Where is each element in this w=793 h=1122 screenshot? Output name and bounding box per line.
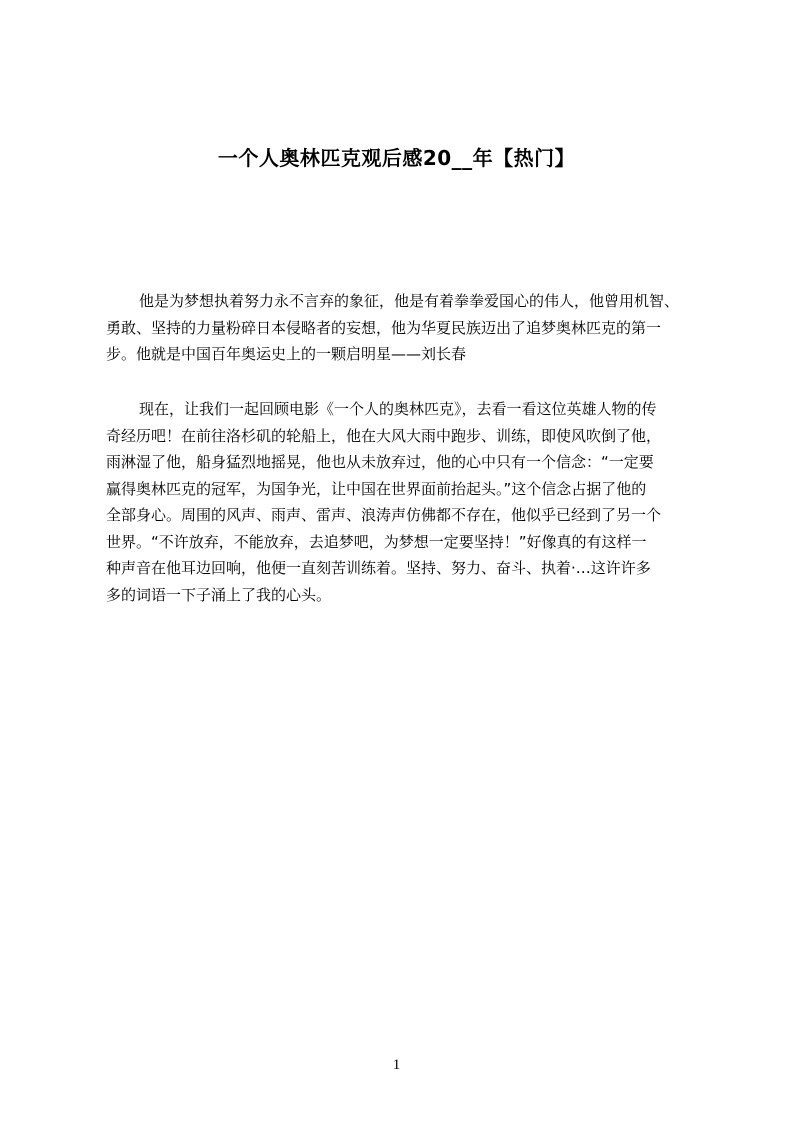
paragraph-2 [106, 396, 706, 608]
paragraph-1 [106, 288, 706, 368]
paragraph-line: 种声音在他耳边回响，他便一直刻苦训练着。坚持、努力、奋斗、执着·…这许许多 [106, 559, 651, 577]
paragraph-line: 赢得奥林匹克的冠军，为国争光，让中国在世界面前抬起头。”这个信念占据了他的 [106, 479, 647, 498]
paragraph-line: 步。他就是中国百年奥运史上的一颗启明星——刘长春 [106, 345, 467, 363]
paragraph-line: 他是为梦想执着努力永不言弃的象征，他是有着拳拳爱国心的伟人，他曾用机智、 [139, 292, 680, 310]
paragraph-line: 奇经历吧！在前往洛杉矶的轮船上，他在大风大雨中跑步、训练，即使风吹倒了他， [106, 426, 662, 445]
paragraph-line: 勇敢、坚持的力量粉碎日本侵略者的妄想，他为华夏民族迈出了追梦奥林匹克的第一 [106, 318, 662, 337]
paragraph-line: 全部身心。周围的风声、雨声、雷声、浪涛声仿佛都不存在，他似乎已经到了另一个 [106, 506, 662, 524]
document-title: 一个人奥林匹克观后感20__年【热门】 [217, 146, 576, 170]
paragraph-line: 多的词语一下子涌上了我的心头。 [106, 585, 332, 604]
page-number: 1 [392, 1057, 401, 1073]
paragraph-line: 雨淋湿了他，船身猛烈地摇晃，他也从未放弃过，他的心中只有一个信念：“一定要 [106, 453, 654, 471]
paragraph-line: 世界。“不许放弃，不能放弃，去追梦吧，为梦想一定要坚持！”好像真的有这样一 [106, 532, 647, 551]
paragraph-line: 现在，让我们一起回顾电影《一个人的奥林匹克》，去看一看这位英雄人物的传 [139, 400, 657, 418]
